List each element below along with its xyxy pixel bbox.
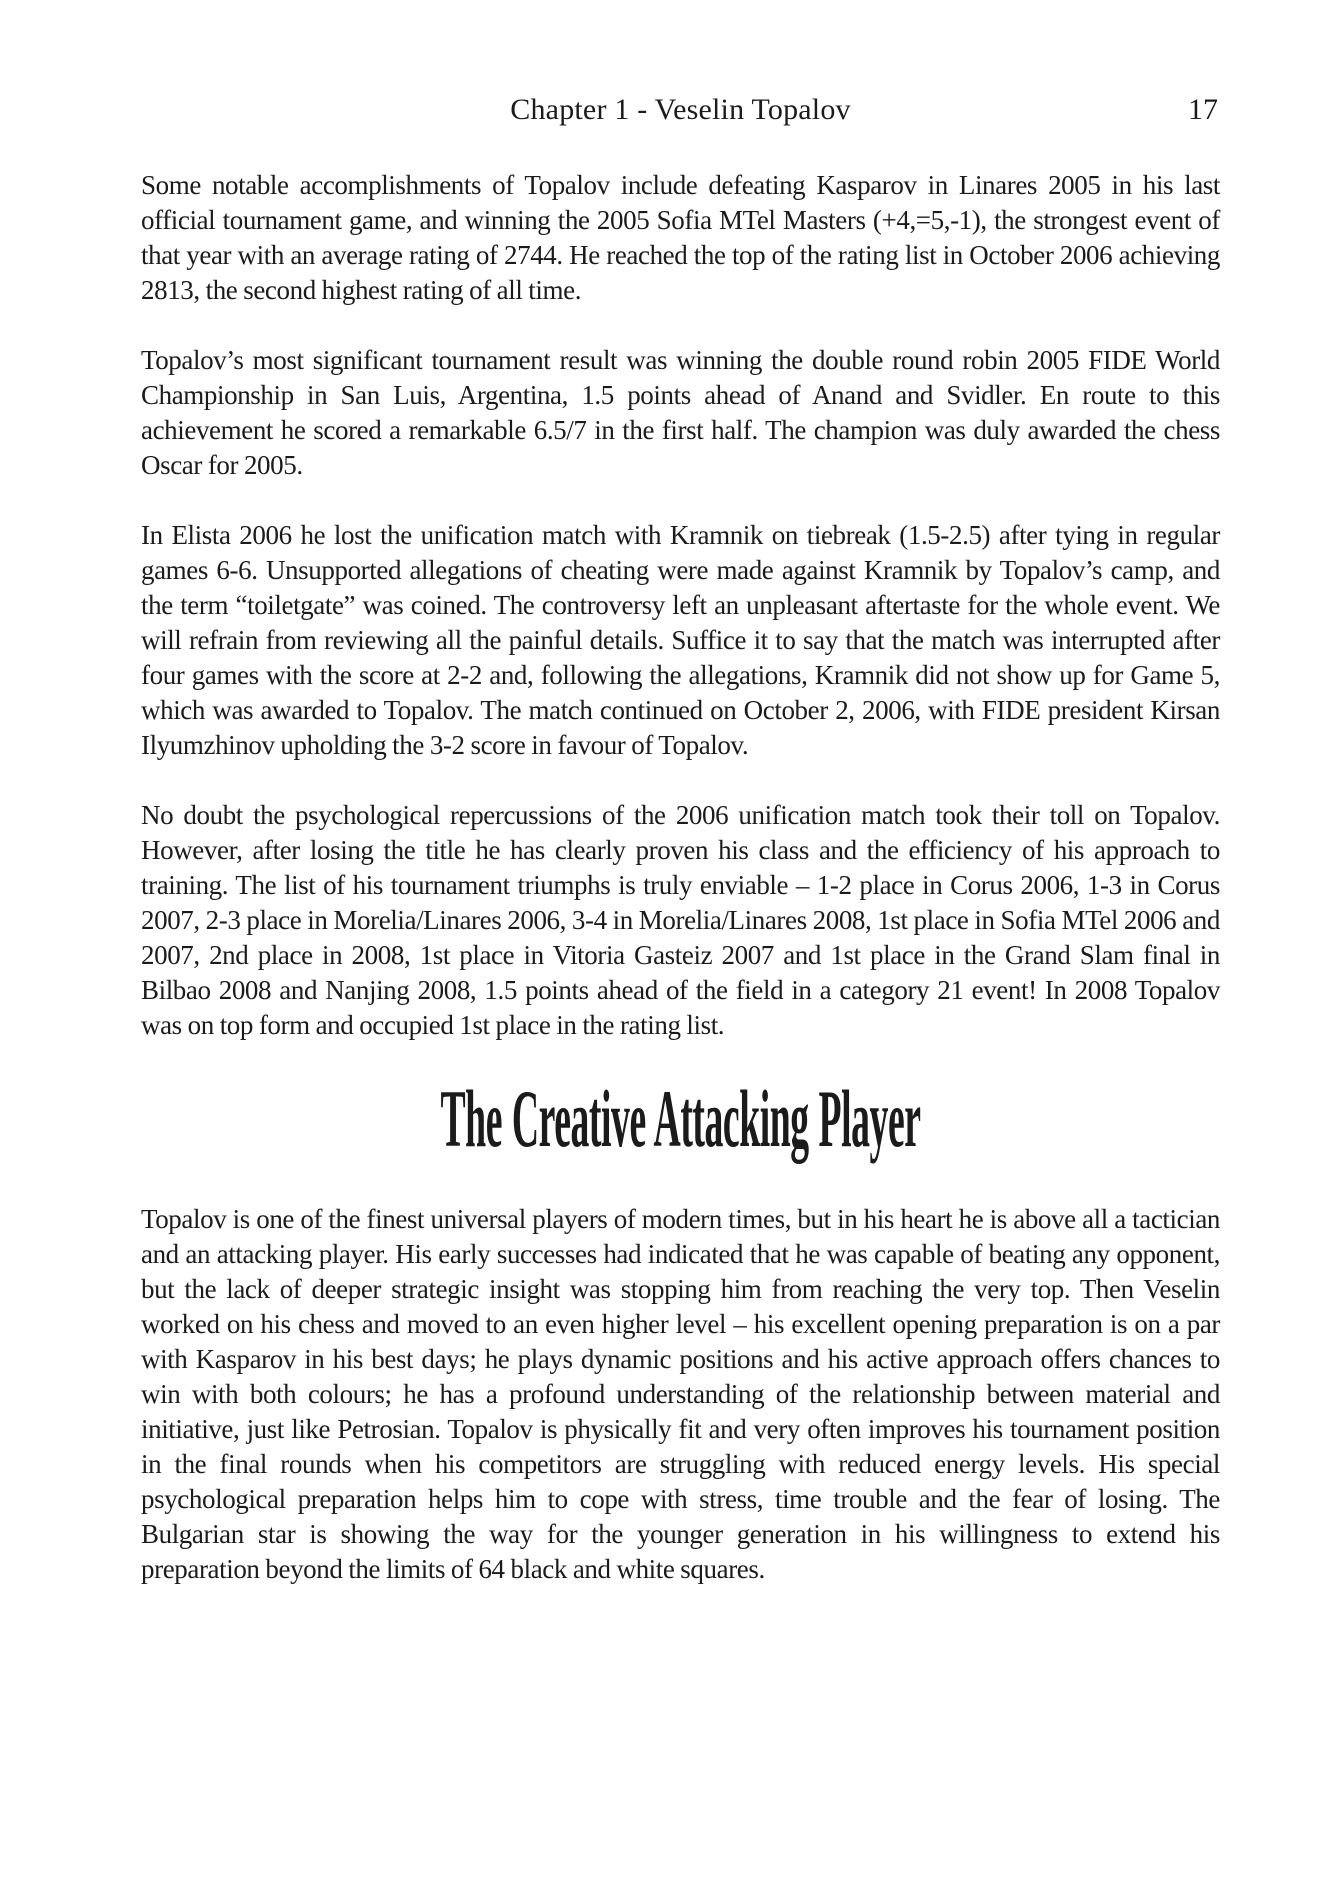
page-content: [141, 168, 1220, 1587]
section-heading-creative-attacking-player: The Creative Attacking Player: [440, 1073, 921, 1164]
chapter-title: Chapter 1 - Veselin Topalov: [510, 93, 851, 126]
paragraph-tournament-triumphs: No doubt the psychological repercussions of the 2006 unification match took their toll on Topalov. However, after losing the title he has clearly proven his class and the efficiency of his approach to training. The list of his tournament triumphs is truly enviable – 1-2 place in Corus 2006, 1-3 in Corus 2007, 2-3 place in Morelia/Linares 2006, 3-4 in Morelia/Linares 2008, 1st place in Sofia MTel 2006 and 2007, 2nd place in 2008, 1st place in Vitoria Gasteiz 2007 and 1st place in the Grand Slam final in Bilbao 2008 and Nanjing 2008, 1.5 points ahead of the field in a category 21 event! In 2008 Topalov was on top form and occupied 1st place in the rating list.: [141, 800, 1220, 1040]
running-header: [141, 92, 1220, 132]
page-number: 17: [1188, 93, 1218, 126]
paragraph-accomplishments: Some notable accomplishments of Topalov include defeating Kasparov in Linares 2005 in his last official tournament game, and winning the 2005 Sofia MTel Masters (+4,=5,-1), the strongest event of that year with an average rating of 2744. He reached the top of the rating list in October 2006 achieving 2813, the second highest rating of all time.: [141, 170, 1220, 305]
paragraph-elista-unification-match: In Elista 2006 he lost the unification match with Kramnik on tiebreak (1.5-2.5) after tying in regular games 6-6. Unsupported allegations of cheating were made against Kramnik by Topalov’s camp, and the term “toiletgate” was coined. The controversy left an unpleasant aftertaste for the whole event. We will refrain from reviewing all the painful details. Suffice it to say that the match was interrupted after four games with the score at 2-2 and, following the allegations, Kramnik did not show up for Game 5, which was awarded to Topalov. The match continued on October 2, 2006, with FIDE president Kirsan Ilyumzhinov upholding the 3-2 score in favour of Topalov.: [141, 520, 1220, 760]
paragraph-san-luis-championship: Topalov’s most significant tournament result was winning the double round robin 2005 FIDE World Championship in San Luis, Argentina, 1.5 points ahead of Anand and Svidler. En route to this achievement he scored a remarkable 6.5/7 in the first half. The champion was duly awarded the chess Oscar for 2005.: [141, 345, 1220, 480]
paragraph-creative-attacking-player: Topalov is one of the finest universal players of modern times, but in his heart he is above all a tactician and an attacking player. His early successes had indicated that he was capable of beating any opponent, but the lack of deeper strategic insight was stopping him from reaching the very top. Then Veselin worked on his chess and moved to an even higher level – his excellent opening preparation is on a par with Kasparov in his best days; he plays dynamic positions and his active approach offers chances to win with both colours; he has a profound understanding of the relationship between material and initiative, just like Petrosian. Topalov is physically fit and very often improves his tournament position in the final rounds when his competitors are struggling with reduced energy levels. His special psychological preparation helps him to cope with stress, time trouble and the fear of losing. The Bulgarian star is showing the way for the younger generation in his willingness to extend his preparation beyond the limits of 64 black and white squares.: [141, 1204, 1220, 1584]
